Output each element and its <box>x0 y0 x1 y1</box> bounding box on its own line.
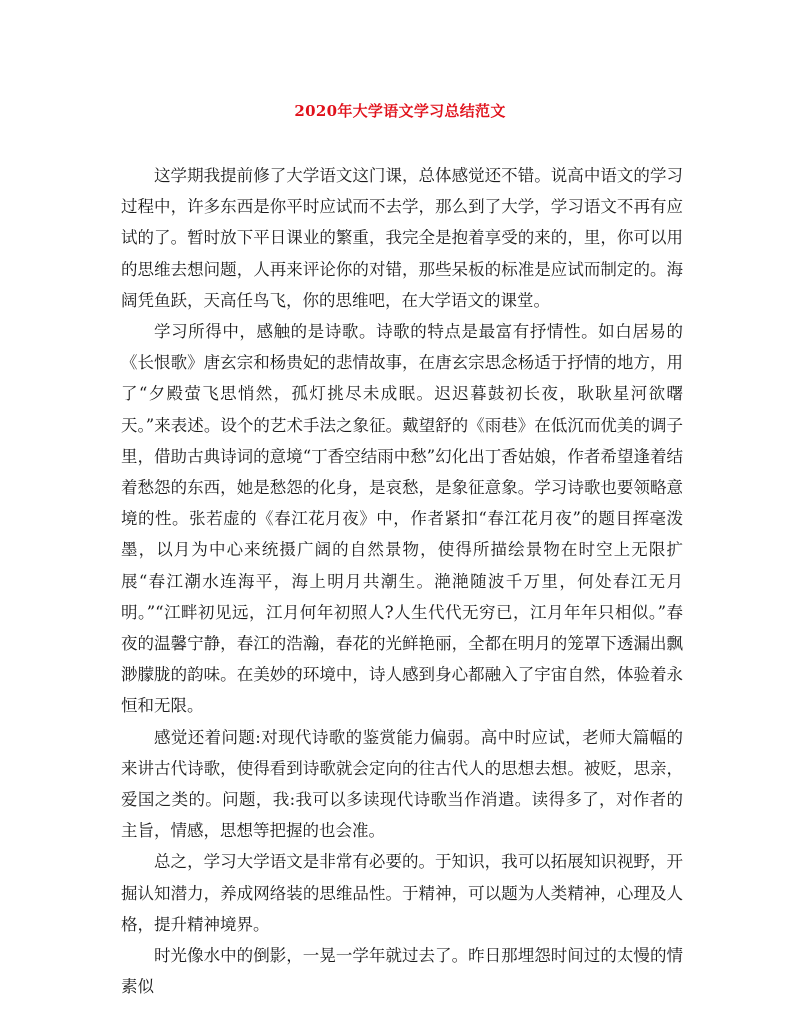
document-body <box>121 160 683 1002</box>
paragraph-1: 这学期我提前修了大学语文这门课，总体感觉还不错。说高中语文的学习过程中，许多东西是你平时应试而不去学，那么到了大学，学习语文不再有应试的了。暂时放下平日课业的繁重，我完全是抱着享受的来的，里，你可以用的思维去想问题，人再来评论你的对错，那些呆板的标准是应试而制定的。海阔凭鱼跃，天高任鸟飞，你的思维吧，在大学语文的课堂。 <box>121 166 683 310</box>
paragraph-4: 总之，学习大学语文是非常有必要的。于知识，我可以拓展知识视野，开掘认知潜力，养成网络装的思维品性。于精神，可以题为人类精神，心理及人格，提升精神境界。 <box>121 852 683 934</box>
paragraph-3: 感觉还着问题:对现代诗歌的鉴赏能力偏弱。高中时应试，老师大篇幅的来讲古代诗歌，使得看到诗歌就会定向的往古代人的思想去想。被贬，思亲，爱国之类的。问题，我:我可以多读现代诗歌当作消遣。读得多了，对作者的主旨，情感，思想等把握的也会准。 <box>121 727 683 841</box>
paragraph-2: 学习所得中，感触的是诗歌。诗歌的特点是最富有抒情性。如白居易的《长恨歌》唐玄宗和杨贵妃的悲情故事，在唐玄宗思念杨适于抒情的地方，用了“夕殿萤飞思悄然，孤灯挑尽未成眠。迟迟暮鼓初长夜，耿耿星河欲曙天。”来表述。设个的艺术手法之象征。戴望舒的《雨巷》在低沉而优美的调子里，借助古典诗词的意境“丁香空结雨中愁”幻化出丁香姑娘，作者希望逢着结着愁怨的东西，她是愁怨的化身，是哀愁，是象征意象。学习诗歌也要领略意境的性。张若虚的《春江花月夜》中，作者紧扣“春江花月夜”的题目挥毫泼墨，以月为中心来统摄广阔的自然景物，使得所描绘景物在时空上无限扩展“春江潮水连海平，海上明月共潮生。滟滟随波千万里，何处春江无月明。”“江畔初见远，江月何年初照人?人生代代无穷已，江月年年只相似。”春夜的温馨宁静，春江的浩瀚，春花的光鲜艳丽，全都在明月的笼罩下透漏出飘渺朦胧的韵味。在美妙的环境中，诗人感到身心都融入了宇宙自然，体验着永恒和无限。 <box>121 322 683 716</box>
paragraph-5: 时光像水中的倒影，一晃一学年就过去了。昨日那埋怨时间过的太慢的情素似 <box>121 946 683 997</box>
document-title: 2020年大学语文学习总结范文 <box>294 102 506 120</box>
